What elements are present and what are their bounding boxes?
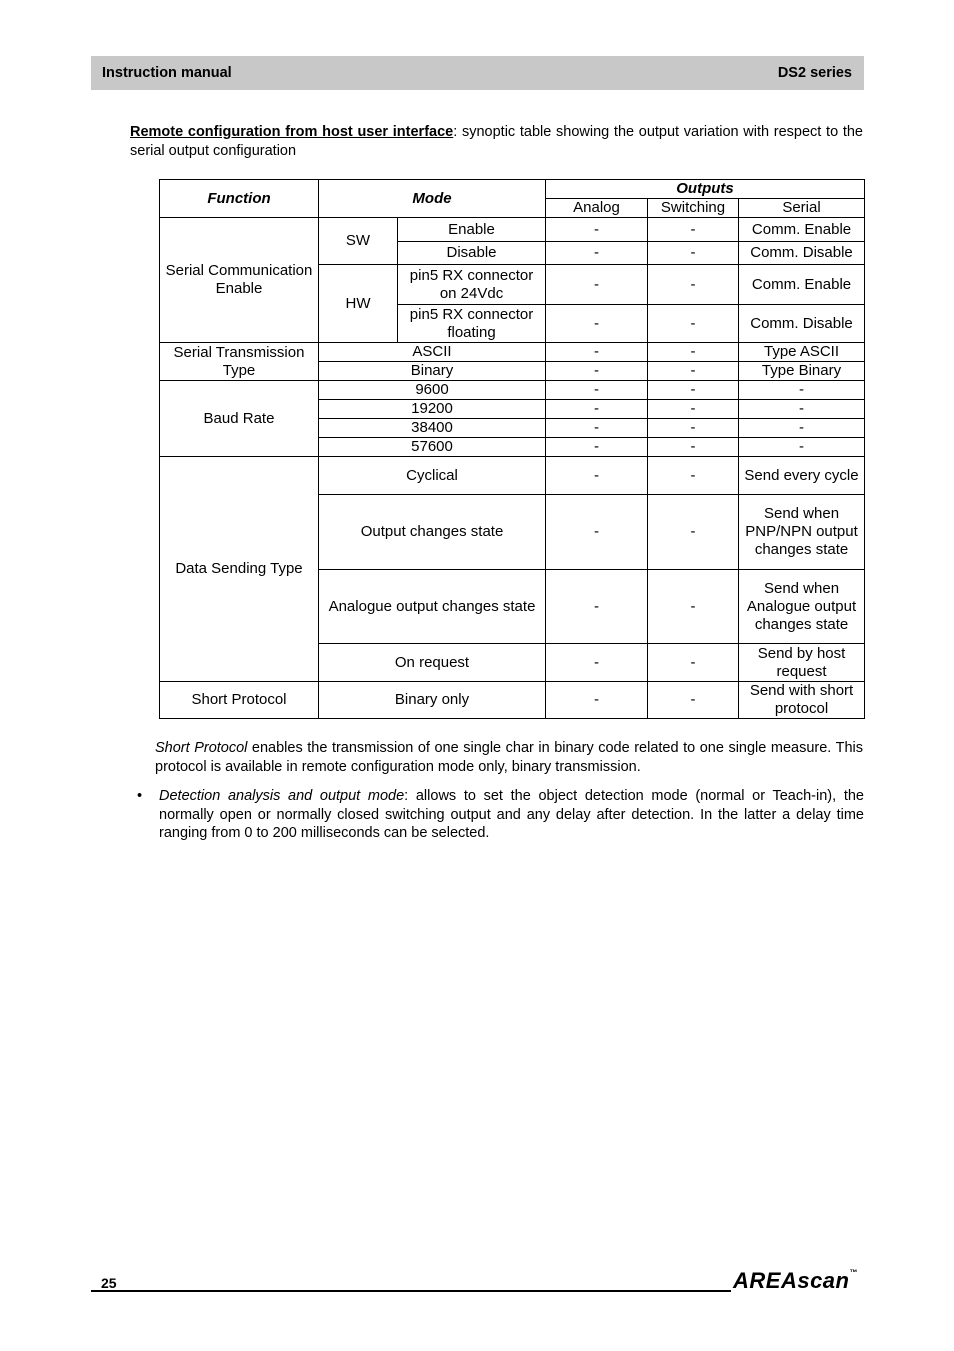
mode-cell: pin5 RX connector on 24Vdc — [398, 265, 546, 305]
analog-cell: - — [546, 457, 648, 495]
page-header — [91, 56, 864, 90]
mode-cell: pin5 RX connector floating — [398, 305, 546, 343]
intro-paragraph — [130, 123, 863, 160]
serial-cell: Type Binary — [739, 362, 865, 381]
switching-cell: - — [648, 419, 739, 438]
switching-cell: - — [648, 362, 739, 381]
trademark-symbol: ™ — [849, 1268, 858, 1277]
group-label: Serial Communication Enable — [160, 218, 319, 343]
header-function: Function — [160, 180, 319, 218]
table-row — [160, 218, 865, 242]
header-title: Instruction manual — [102, 65, 232, 81]
serial-cell: - — [739, 400, 865, 419]
group-label: Short Protocol — [160, 682, 319, 719]
serial-cell: Type ASCII — [739, 343, 865, 362]
footer-rule — [91, 1290, 731, 1292]
note-rest: enables the transmission of one single char in binary code related to one single measure. This protocol is available in remote configuration mode only, binary transmission. — [155, 740, 863, 775]
mode-cell: Cyclical — [319, 457, 546, 495]
mode-cell: Output changes state — [319, 495, 546, 570]
switching-cell: - — [648, 570, 739, 644]
mode-cell: 19200 — [319, 400, 546, 419]
header-mode: Mode — [319, 180, 546, 218]
serial-cell: Comm. Disable — [739, 242, 865, 265]
analog-cell: - — [546, 218, 648, 242]
mode-cell: Analogue output changes state — [319, 570, 546, 644]
analog-cell: - — [546, 495, 648, 570]
mode-cell: 57600 — [319, 438, 546, 457]
switching-cell: - — [648, 438, 739, 457]
header-outputs: Outputs — [546, 180, 865, 199]
mode-cell: 9600 — [319, 381, 546, 400]
analog-cell: - — [546, 265, 648, 305]
mode-cell: Disable — [398, 242, 546, 265]
page-number: 25 — [101, 1275, 117, 1291]
short-protocol-note — [155, 739, 863, 776]
analog-cell: - — [546, 400, 648, 419]
switching-cell: - — [648, 343, 739, 362]
analog-cell: - — [546, 362, 648, 381]
serial-cell: Comm. Enable — [739, 218, 865, 242]
table-row — [160, 343, 865, 362]
analog-cell: - — [546, 343, 648, 362]
bullet-rest: : allows to set the object detection mode (normal or Teach-in), the normally open or normally closed switching output and any delay after detection. In the latter a delay time ranging from 0 to 200 milliseconds can be selected. — [159, 788, 864, 841]
switching-cell: - — [648, 242, 739, 265]
switching-cell: - — [648, 305, 739, 343]
group-label: Data Sending Type — [160, 457, 319, 682]
mode-cell: ASCII — [319, 343, 546, 362]
serial-cell: Send every cycle — [739, 457, 865, 495]
header-analog: Analog — [546, 199, 648, 218]
table-row — [160, 457, 865, 495]
analog-cell: - — [546, 305, 648, 343]
analog-cell: - — [546, 419, 648, 438]
header-serial: Serial — [739, 199, 865, 218]
logo-text: AREAscan — [733, 1268, 850, 1293]
serial-cell: - — [739, 438, 865, 457]
switching-cell: - — [648, 400, 739, 419]
intro-lead: Remote configuration from host user interface — [130, 124, 454, 140]
mode-cell: 38400 — [319, 419, 546, 438]
switching-cell: - — [648, 644, 739, 682]
header-series: DS2 series — [777, 65, 852, 81]
mode-cell: Binary — [319, 362, 546, 381]
serial-cell: Comm. Enable — [739, 265, 865, 305]
analog-cell: - — [546, 438, 648, 457]
serial-cell: - — [739, 419, 865, 438]
synoptic-table — [159, 179, 865, 719]
switching-cell: - — [648, 457, 739, 495]
bullet-item — [137, 787, 864, 843]
switching-cell: - — [648, 495, 739, 570]
analog-cell: - — [546, 682, 648, 719]
mode-cell: Enable — [398, 218, 546, 242]
switching-cell: - — [648, 218, 739, 242]
note-term: Short Protocol — [155, 740, 248, 756]
table-row — [160, 381, 865, 400]
submode-sw: SW — [319, 218, 398, 265]
analog-cell: - — [546, 570, 648, 644]
bullet-text — [159, 787, 864, 843]
brand-logo — [733, 1268, 858, 1294]
group-label: Serial Transmission Type — [160, 343, 319, 381]
serial-cell: Send by host request — [739, 644, 865, 682]
analog-cell: - — [546, 644, 648, 682]
switching-cell: - — [648, 265, 739, 305]
serial-cell: Comm. Disable — [739, 305, 865, 343]
submode-hw: HW — [319, 265, 398, 343]
bullet-icon: • — [137, 788, 143, 804]
intro-rest: : synoptic table showing the output variation with respect to the serial output configuration — [130, 124, 863, 159]
group-label: Baud Rate — [160, 381, 319, 457]
analog-cell: - — [546, 381, 648, 400]
serial-cell: Send when Analogue output changes state — [739, 570, 865, 644]
switching-cell: - — [648, 682, 739, 719]
mode-cell: Binary only — [319, 682, 546, 719]
analog-cell: - — [546, 242, 648, 265]
switching-cell: - — [648, 381, 739, 400]
header-switching: Switching — [648, 199, 739, 218]
table-row — [160, 682, 865, 719]
mode-cell: On request — [319, 644, 546, 682]
serial-cell: - — [739, 381, 865, 400]
serial-cell: Send with short protocol — [739, 682, 865, 719]
bullet-term: Detection analysis and output mode — [159, 788, 405, 804]
serial-cell: Send when PNP/NPN output changes state — [739, 495, 865, 570]
